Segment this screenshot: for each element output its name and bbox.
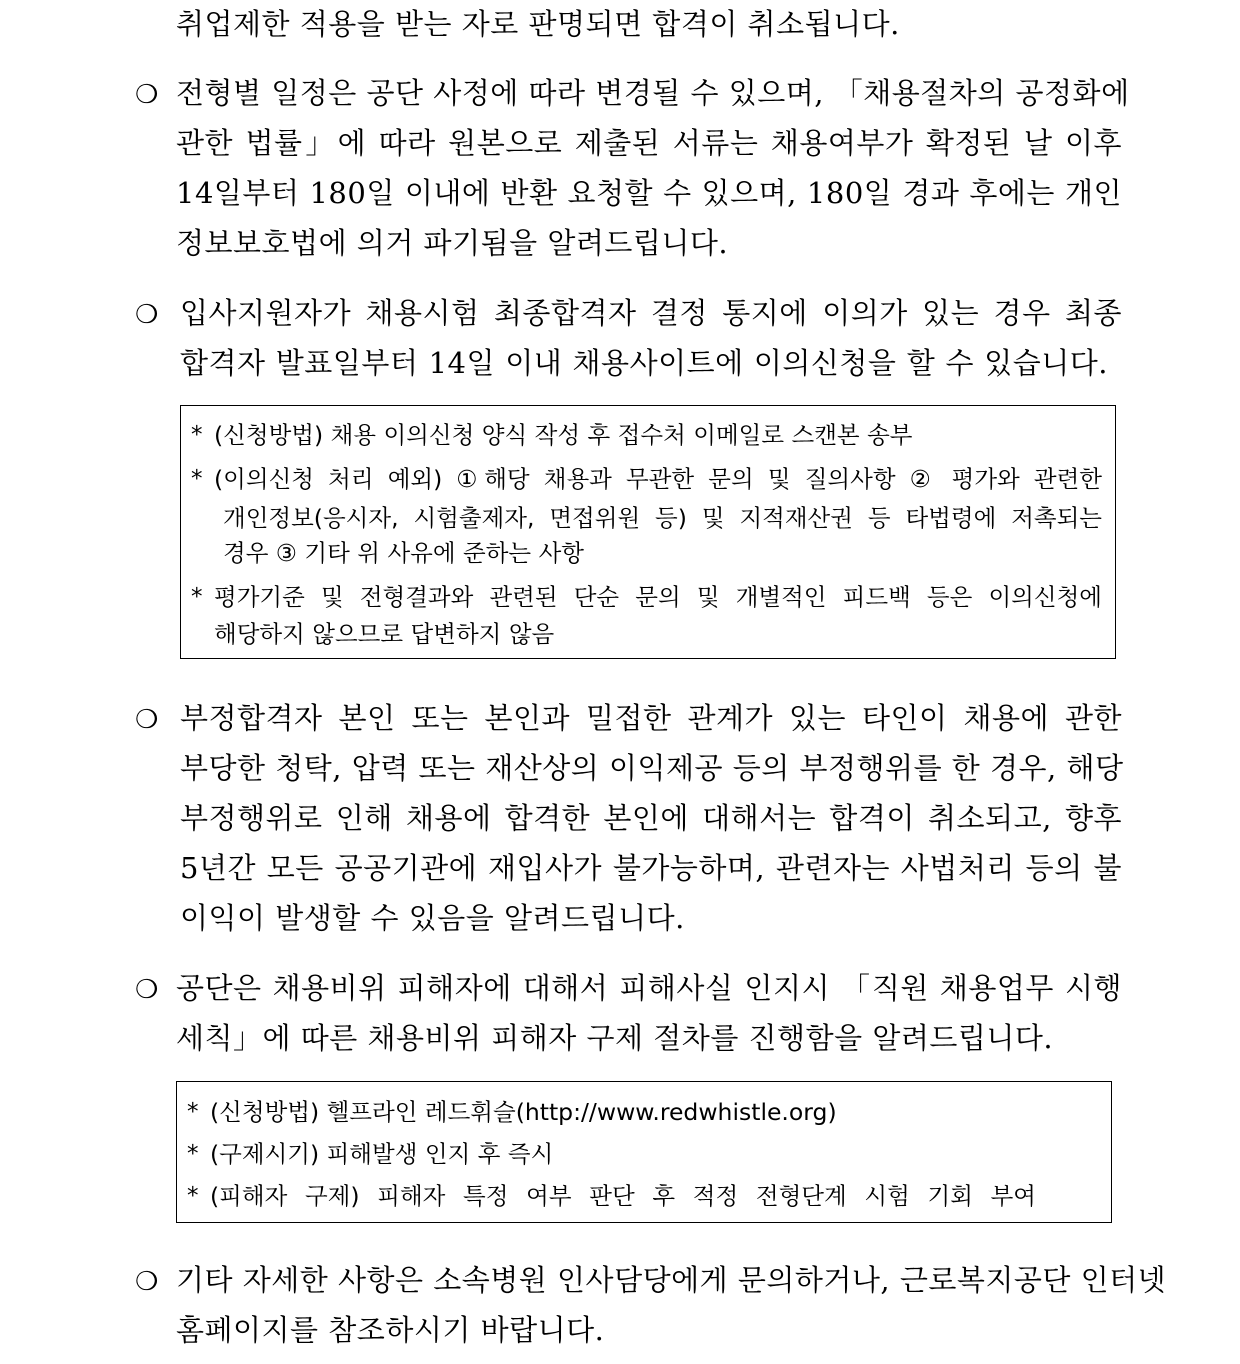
box1-note-1: (신청방법) 채용 이의신청 양식 작성 후 접수처 이메일로 스캔본 송부	[214, 421, 913, 449]
p2-line-2: 합격자 발표일부터 14일 이내 채용사이트에 이의신청을 할 수 있습니다.	[180, 346, 1108, 380]
p5-line-2: 홈페이지를 참조하시기 바랍니다.	[176, 1313, 605, 1347]
box2-note-2: (구제시기) 피해발생 인지 후 즉시	[210, 1140, 554, 1168]
box2-note-1: (신청방법) 헬프라인 레드휘슬(http://www.redwhistle.org)	[210, 1098, 837, 1126]
p5-line-1: 기타 자세한 사항은 소속병원 인사담당에게 문의하거나, 근로복지공단 인터넷	[176, 1263, 1167, 1297]
p1-line-1: 전형별 일정은 공단 사정에 따라 변경될 수 있으며, 「채용절차의 공정화에	[176, 76, 1130, 110]
victim-relief-box	[176, 1081, 1112, 1223]
p2-line-1: 입사지원자가 채용시험 최종합격자 결정 통지에 이의가 있는 경우 최종	[180, 296, 1122, 330]
p1-line-3: 14일부터 180일 이내에 반환 요청할 수 있으며, 180일 경과 후에는 개인	[176, 176, 1122, 210]
box1-note-2-line-3: 경우 ③ 기타 위 사유에 준하는 사항	[223, 539, 584, 567]
bullet-icon: ❍	[135, 1267, 159, 1297]
p3-line-2: 부당한 청탁, 압력 또는 재산상의 이익제공 등의 부정행위를 한 경우, 해당	[180, 751, 1124, 785]
p1-line-4: 정보보호법에 의거 파기됨을 알려드립니다.	[176, 226, 729, 260]
asterisk-icon: *	[187, 1099, 199, 1125]
p3-line-5: 이익이 발생할 수 있음을 알려드립니다.	[180, 901, 685, 935]
bullet-icon: ❍	[135, 80, 159, 110]
p3-line-1: 부정합격자 본인 또는 본인과 밀접한 관계가 있는 타인이 채용에 관한	[180, 701, 1122, 735]
box1-note-2-line-2: 개인정보(응시자, 시험출제자, 면접위원 등) 및 지적재산권 등 타법령에 저촉되는	[223, 504, 1102, 532]
box1-note-3-line-1: 평가기준 및 전형결과와 관련된 단순 문의 및 개별적인 피드백 등은 이의신청에	[214, 583, 1102, 611]
p4-line-2: 세칙」에 따른 채용비위 피해자 구제 절차를 진행함을 알려드립니다.	[176, 1021, 1054, 1055]
box1-note-2-line-1: (이의신청 처리 예외) ①해당 채용과 무관한 문의 및 질의사항 ② 평가와 관련한	[214, 465, 1102, 493]
asterisk-icon: *	[187, 1183, 199, 1209]
objection-notes-box	[180, 405, 1116, 659]
p1-line-2: 관한 법률」에 따라 원본으로 제출된 서류는 채용여부가 확정된 날 이후	[176, 126, 1122, 160]
p3-line-4: 5년간 모든 공공기관에 재입사가 불가능하며, 관련자는 사법처리 등의 불	[180, 851, 1122, 885]
bullet-icon: ❍	[135, 300, 159, 330]
p4-line-1: 공단은 채용비위 피해자에 대해서 피해사실 인지시 「직원 채용업무 시행	[176, 971, 1122, 1005]
asterisk-icon: *	[191, 466, 203, 492]
box1-note-3-line-2: 해당하지 않으므로 답변하지 않음	[214, 620, 555, 648]
bullet-icon: ❍	[135, 705, 159, 735]
asterisk-icon: *	[187, 1141, 199, 1167]
bullet-icon: ❍	[135, 975, 159, 1005]
box2-note-3: (피해자 구제) 피해자 특정 여부 판단 후 적정 전형단계 시험 기회 부여	[210, 1182, 1036, 1210]
asterisk-icon: *	[191, 584, 203, 610]
p3-line-3: 부정행위로 인해 채용에 합격한 본인에 대해서는 합격이 취소되고, 향후	[180, 801, 1122, 835]
intro-continuation: 취업제한 적용을 받는 자로 판명되면 합격이 취소됩니다.	[176, 7, 900, 41]
asterisk-icon: *	[191, 422, 203, 448]
